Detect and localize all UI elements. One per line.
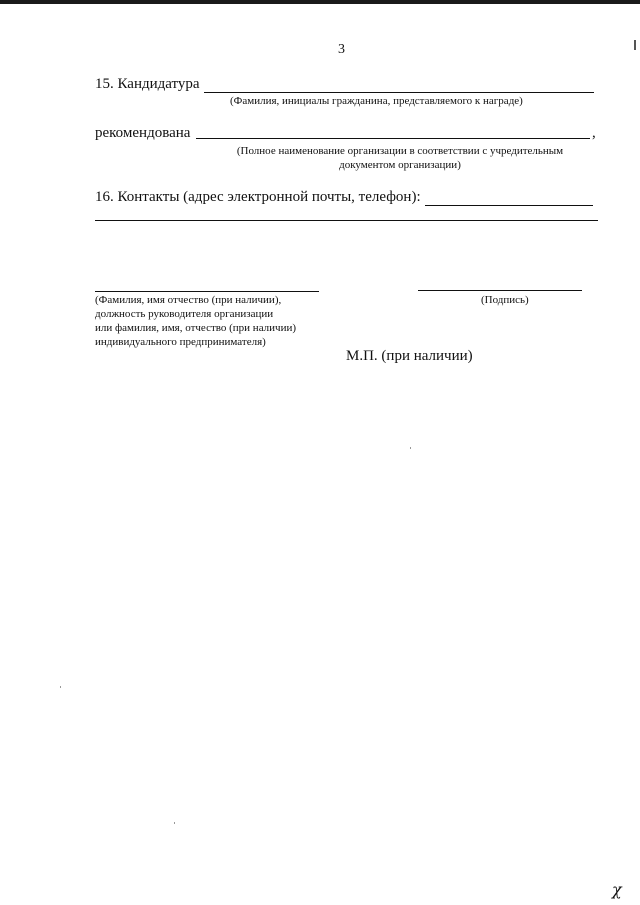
seal-placeholder: М.П. (при наличии) xyxy=(346,348,473,364)
scan-top-border xyxy=(0,0,640,4)
scan-edge-mark xyxy=(634,40,636,50)
organization-caption-line1: (Полное наименование организации в соответствии с учредительным xyxy=(236,145,564,157)
contacts-label: 16. Контакты (адрес электронной почты, телефон): xyxy=(95,189,421,205)
signature-caption: (Подпись) xyxy=(481,294,529,306)
candidate-fill-line[interactable] xyxy=(204,92,594,93)
recommended-comma: , xyxy=(592,125,596,141)
contacts-second-line[interactable] xyxy=(95,220,598,221)
organization-fill-line[interactable] xyxy=(196,138,590,139)
name-caption-line1: (Фамилия, имя отчество (при наличии), xyxy=(95,294,282,306)
scan-speck xyxy=(60,686,61,688)
name-caption-line3: или фамилия, имя, отчество (при наличии) xyxy=(95,322,297,334)
page-number: 3 xyxy=(338,42,345,57)
scan-speck xyxy=(174,822,175,824)
candidate-caption: (Фамилия, инициалы гражданина, представляемого к награде) xyxy=(230,95,523,107)
contacts-fill-line[interactable] xyxy=(425,205,593,206)
organization-caption-line2: документом организации) xyxy=(339,159,461,171)
recommended-label: рекомендована xyxy=(95,125,191,141)
handwritten-mark: χ xyxy=(612,880,622,899)
signature-fill-line[interactable] xyxy=(418,290,582,291)
name-caption-line2: должность руководителя организации xyxy=(95,308,274,320)
scan-speck xyxy=(410,447,411,449)
candidate-label: 15. Кандидатура xyxy=(95,76,200,92)
name-caption-line4: индивидуального предпринимателя) xyxy=(95,336,266,348)
name-fill-line[interactable] xyxy=(95,291,319,292)
